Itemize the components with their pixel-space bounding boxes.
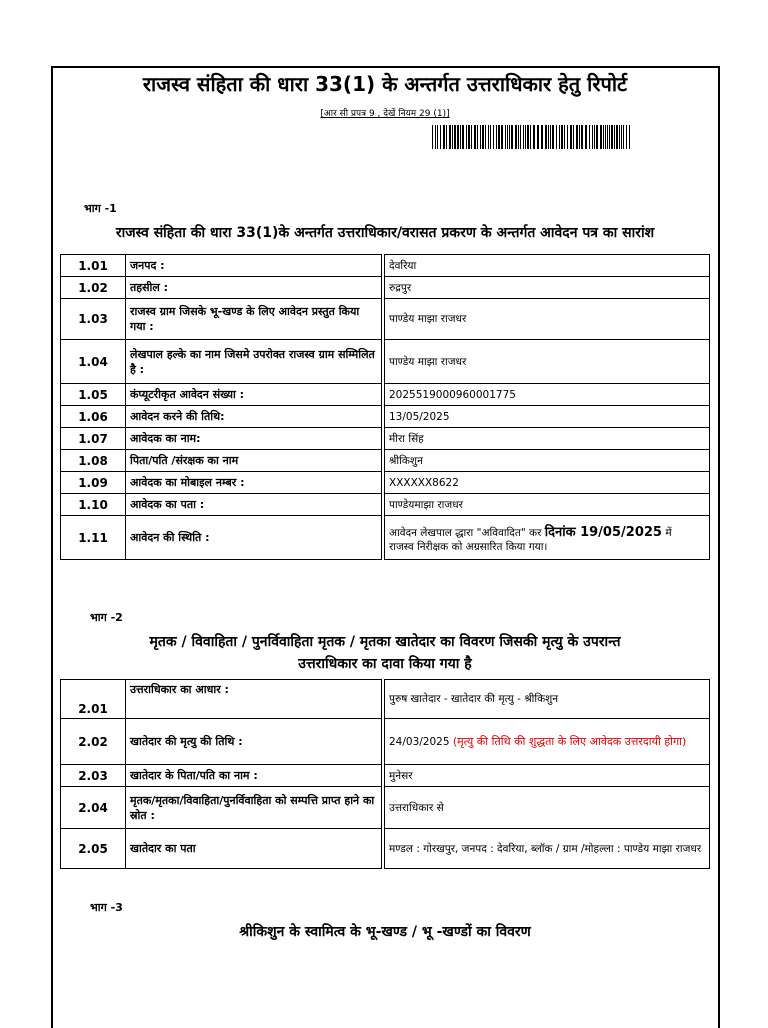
barcode-bar xyxy=(446,125,447,149)
row-label: तहसील : xyxy=(126,277,382,299)
row-label: कंप्यूटरीकृत आवेदन संख्या : xyxy=(126,384,382,406)
barcode-bar xyxy=(564,125,565,149)
death-value xyxy=(385,719,710,765)
row-number: 1.03 xyxy=(61,299,126,340)
row-value: XXXXXX8622 xyxy=(385,472,710,494)
barcode-bar xyxy=(488,125,489,149)
table-row xyxy=(61,450,710,472)
barcode-bar xyxy=(468,125,470,149)
barcode-bar xyxy=(501,125,503,149)
barcode-bar xyxy=(611,125,613,149)
barcode-bar xyxy=(623,125,624,149)
barcode-bar xyxy=(533,125,535,149)
barcode-bar xyxy=(454,125,456,149)
barcode-bar xyxy=(496,125,497,149)
barcode-bar xyxy=(573,125,574,149)
barcode-bar xyxy=(579,125,580,149)
form-reference: [आर सी प्रपत्र 9 , देखें नियम 29 (1)] xyxy=(320,109,450,119)
barcode-bar xyxy=(507,125,508,149)
row-number: 1.07 xyxy=(61,428,126,450)
row-value: पाण्डेयमाझा राजधर xyxy=(385,494,710,516)
barcode-bar xyxy=(443,125,445,149)
barcode-bar xyxy=(556,125,557,149)
row-label: खातेदार के पिता/पति का नाम : xyxy=(126,765,382,787)
barcode-bar xyxy=(629,125,630,149)
part3-label: भाग -3 xyxy=(90,901,123,914)
row-number: 2.02 xyxy=(61,719,126,765)
death-date: 24/03/2025 xyxy=(389,736,450,748)
barcode-bar xyxy=(614,125,615,149)
barcode-bar xyxy=(457,125,459,149)
barcode-bar xyxy=(437,125,438,149)
barcode-bar xyxy=(525,125,526,149)
row-label: आवेदक का पता : xyxy=(126,494,382,516)
row-number: 1.11 xyxy=(61,516,126,560)
row-label: उत्तराधिकार का आधार : xyxy=(126,680,382,719)
barcode-bar xyxy=(530,125,531,149)
row-label: आवेदन करने की तिथि: xyxy=(126,406,382,428)
barcode-bar xyxy=(537,125,539,149)
barcode-bar xyxy=(545,125,547,149)
barcode-bar xyxy=(603,125,604,149)
row-number: 1.06 xyxy=(61,406,126,428)
table-row-death xyxy=(61,719,710,765)
status-date: दिनांक 19/05/2025 xyxy=(544,524,662,540)
row-value: पाण्डेय माझा राजधर xyxy=(385,340,710,384)
part1-table xyxy=(60,254,710,560)
row-value: मण्डल : गोरखपुर, जनपद : देवरिया, ब्लॉक / ग्राम /मोहल्ला : पाण्डेय माझा राजधर xyxy=(385,829,710,869)
table-row xyxy=(61,829,710,869)
table-row xyxy=(61,299,710,340)
barcode-bar xyxy=(493,125,494,149)
row-number: 1.05 xyxy=(61,384,126,406)
table-row xyxy=(61,472,710,494)
barcode-bar xyxy=(589,125,590,149)
document-title: राजस्व संहिता की धारा 33(1) के अन्तर्गत उत्तराधिकार हेतु रिपोर्ट xyxy=(142,72,628,96)
barcode-bar xyxy=(477,125,478,149)
barcode-bar xyxy=(592,125,593,149)
row-label: आवेदक का नाम: xyxy=(126,428,382,450)
barcode-bar xyxy=(518,125,519,149)
table-row xyxy=(61,765,710,787)
barcode-bar xyxy=(498,125,500,149)
row-label: लेखपाल हल्के का नाम जिसमे उपरोक्त राजस्व ग्राम सम्मिलित है : xyxy=(126,340,382,384)
table-row xyxy=(61,680,710,719)
barcode-bar xyxy=(561,125,563,149)
barcode-bar xyxy=(600,125,602,149)
row-value: देवरिया xyxy=(385,255,710,277)
barcode-bar xyxy=(527,125,529,149)
barcode-bar xyxy=(570,125,572,149)
barcode-bar xyxy=(520,125,521,149)
barcode-bar xyxy=(452,125,453,149)
table-row xyxy=(61,255,710,277)
status-text-pre: आवेदन लेखपाल द्धारा "अविवादित" कर xyxy=(389,526,542,539)
barcode-image xyxy=(432,125,634,149)
row-number: 1.01 xyxy=(61,255,126,277)
barcode-bar xyxy=(466,125,467,149)
row-number: 1.04 xyxy=(61,340,126,384)
barcode-bar xyxy=(548,125,549,149)
table-row xyxy=(61,428,710,450)
row-number: 2.05 xyxy=(61,829,126,869)
barcode-bar xyxy=(490,125,491,149)
barcode-bar xyxy=(552,125,554,149)
barcode-bar xyxy=(567,125,568,149)
row-value: श्रीकिशुन xyxy=(385,450,710,472)
row-value: पाण्डेय माझा राजधर xyxy=(385,299,710,340)
part1-heading: राजस्व संहिता की धारा 33(1)के अन्तर्गत उत्तराधिकार/वरासत प्रकरण के अन्तर्गत आवेदन पत्र का सारांश xyxy=(115,225,655,241)
row-number: 1.08 xyxy=(61,450,126,472)
barcode-bar xyxy=(482,125,484,149)
part2-table xyxy=(60,679,710,869)
status-text-post: राजस्व निरीक्षक को अग्रसारित किया गया। xyxy=(389,540,548,553)
row-number: 1.02 xyxy=(61,277,126,299)
part2-label: भाग -2 xyxy=(90,611,123,624)
barcode-bar xyxy=(515,125,517,149)
row-number: 2.01 xyxy=(61,680,126,719)
status-value xyxy=(385,516,710,560)
barcode-bar xyxy=(576,125,578,149)
table-row xyxy=(61,340,710,384)
row-number: 2.03 xyxy=(61,765,126,787)
table-row-status xyxy=(61,516,710,560)
barcode-bar xyxy=(621,125,622,149)
row-number: 1.10 xyxy=(61,494,126,516)
row-label: मृतक/मृतका/विवाहिता/पुनर्विवाहिता को सम्पत्ति प्राप्त हाने का स्रोत : xyxy=(126,787,382,829)
row-value: पुरुष खातेदार - खातेदार की मृत्यु - श्रीकिशुन xyxy=(385,680,710,719)
part2-heading-line2: उत्तराधिकार का दावा किया गया है xyxy=(298,656,472,672)
barcode-bar xyxy=(585,125,587,149)
row-label: पिता/पति /संरक्षक का नाम xyxy=(126,450,382,472)
barcode-bar xyxy=(511,125,513,149)
row-label: जनपद : xyxy=(126,255,382,277)
row-value: रुद्रपुर xyxy=(385,277,710,299)
row-label: आवेदन की स्थिति : xyxy=(126,516,382,560)
table-row xyxy=(61,384,710,406)
barcode-bar xyxy=(596,125,598,149)
barcode-bar xyxy=(523,125,524,149)
barcode-bar xyxy=(435,125,436,149)
barcode-bar xyxy=(432,125,433,149)
row-number: 2.04 xyxy=(61,787,126,829)
table-row xyxy=(61,787,710,829)
death-note: (मृत्यु की तिथि की शुद्धता के लिए आवेदक उत्तरदायी होगा) xyxy=(452,735,687,748)
barcode-bar xyxy=(626,125,627,149)
row-value: 13/05/2025 xyxy=(385,406,710,428)
part2-heading-line1: मृतक / विवाहिता / पुनर्विवाहिता मृतक / मृतका खातेदार का विवरण जिसकी मृत्यु के उपरान्त xyxy=(149,634,621,650)
table-row xyxy=(61,406,710,428)
table-row xyxy=(61,494,710,516)
barcode-bar xyxy=(581,125,583,149)
row-value: मुनेसर xyxy=(385,765,710,787)
row-value: मीरा सिंह xyxy=(385,428,710,450)
row-value: उत्तराधिकार से xyxy=(385,787,710,829)
table-row xyxy=(61,277,710,299)
barcode-bar xyxy=(480,125,481,149)
barcode-bar xyxy=(609,125,610,149)
barcode-bar xyxy=(550,125,551,149)
barcode-bar xyxy=(541,125,543,149)
barcode-bar xyxy=(616,125,618,149)
barcode-bar xyxy=(505,125,506,149)
part1-label: भाग -1 xyxy=(84,202,117,215)
barcode-bar xyxy=(485,125,486,149)
barcode-bar xyxy=(474,125,476,149)
row-label: राजस्व ग्राम जिसके भू-खण्ड के लिए आवेदन प्रस्तुत किया गया : xyxy=(126,299,382,340)
row-label: आवेदक का मोबाइल नम्बर : xyxy=(126,472,382,494)
row-number: 1.09 xyxy=(61,472,126,494)
part3-heading: श्रीकिशुन के स्वामित्व के भू-खण्ड / भू -खण्डों का विवरण xyxy=(239,924,531,940)
barcode-bar xyxy=(607,125,608,149)
barcode-bar xyxy=(509,125,510,149)
barcode-bar xyxy=(462,125,464,149)
barcode-bar xyxy=(449,125,451,149)
barcode-bar xyxy=(559,125,560,149)
barcode-bar xyxy=(594,125,595,149)
row-label: खातेदार की मृत्यु की तिथि : xyxy=(126,719,382,765)
status-text-mid: में xyxy=(665,526,672,539)
row-label: खातेदार का पता xyxy=(126,829,382,869)
barcode-bar xyxy=(619,125,620,149)
row-value: 2025519000960001775 xyxy=(385,384,710,406)
barcode-bar xyxy=(460,125,461,149)
barcode-bar xyxy=(605,125,606,149)
barcode-bar xyxy=(440,125,441,149)
barcode-bar xyxy=(471,125,472,149)
